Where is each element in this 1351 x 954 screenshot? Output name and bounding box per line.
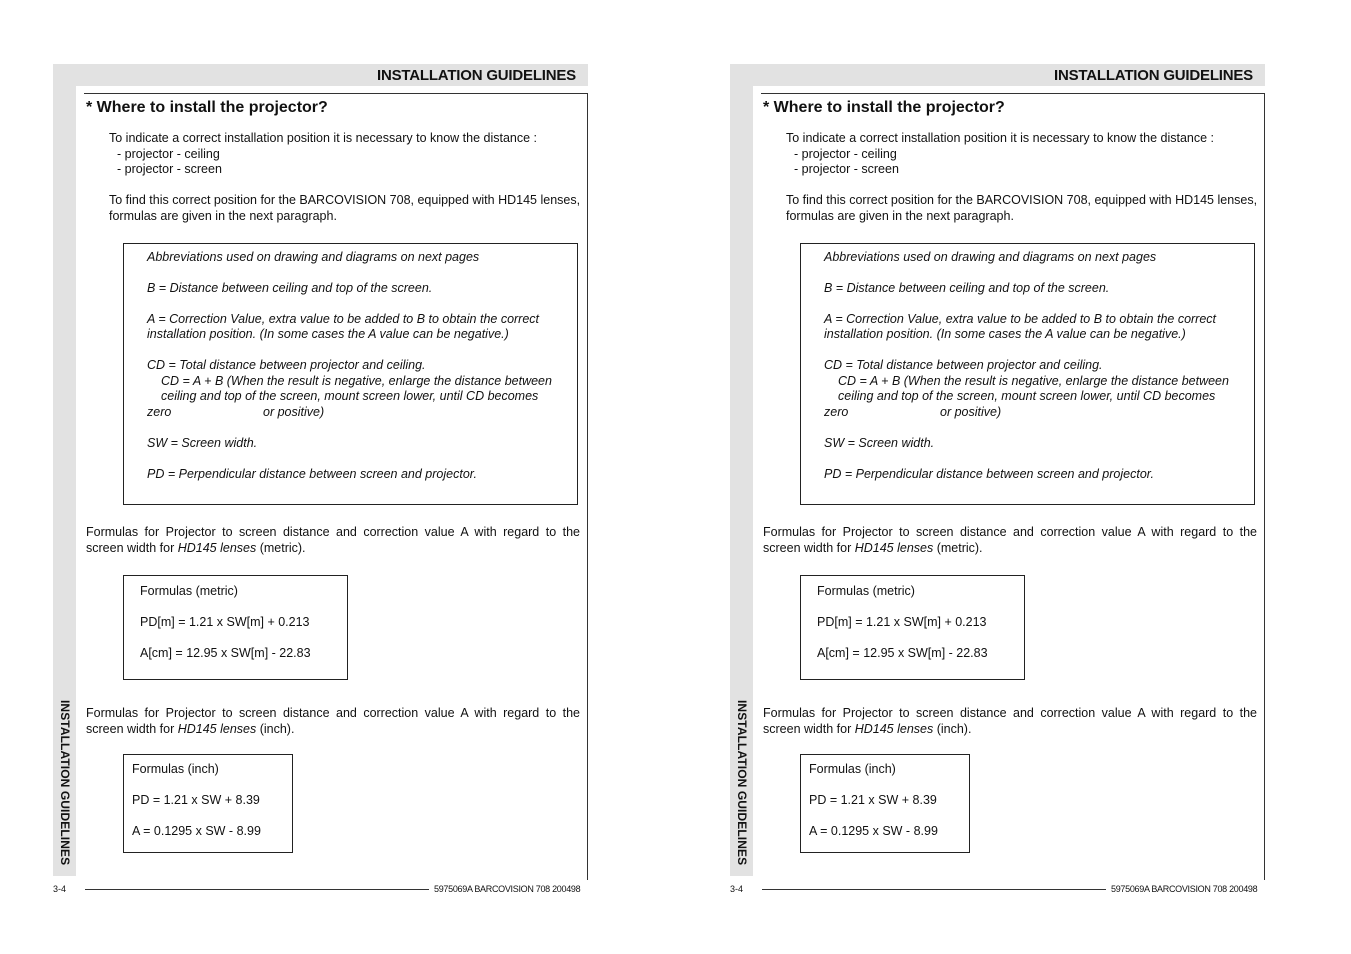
- paragraph: To find this correct position for the BARCOVISION 708, equipped with HD145 lenses, formulas are given in the next paragraph.: [109, 193, 581, 223]
- inch-unit: (inch).: [256, 721, 295, 736]
- header-bar: [76, 64, 588, 86]
- section-title: * Where to install the projector?: [763, 99, 1005, 116]
- metric-lens: HD145 lenses: [854, 540, 934, 555]
- abbreviations-box: [800, 243, 1255, 505]
- page-number: 3-4: [53, 884, 67, 894]
- abbr-cd-cont: ceiling and top of the screen, mount screen lower, until CD becomes: [161, 389, 539, 403]
- abbr-sw: SW = Screen width.: [147, 436, 258, 450]
- footer-rule: [762, 889, 1106, 890]
- right-rule: [587, 93, 588, 880]
- metric-box-title: Formulas (metric): [817, 584, 915, 598]
- header-title: INSTALLATION GUIDELINES: [376, 67, 576, 84]
- abbr-cd-zero: zero: [824, 405, 849, 419]
- metric-unit: (metric).: [256, 540, 306, 555]
- metric-unit: (metric).: [933, 540, 983, 555]
- metric-intro: [86, 525, 580, 556]
- page-right: [729, 0, 1289, 954]
- inch-formula-a: A = 0.1295 x SW - 8.99: [132, 824, 261, 838]
- side-label: INSTALLATION GUIDELINES: [58, 700, 72, 866]
- paragraph: To find this correct position for the BARCOVISION 708, equipped with HD145 lenses, formulas are given in the next paragraph.: [786, 193, 1258, 223]
- intro-item: - projector - ceiling: [794, 146, 897, 161]
- intro: [109, 131, 537, 178]
- header-bar: [753, 64, 1265, 86]
- metric-formula-a: A[cm] = 12.95 x SW[m] - 22.83: [140, 646, 311, 660]
- abbr-cd-zero: zero: [147, 405, 172, 419]
- metric-lens: HD145 lenses: [177, 540, 257, 555]
- metric-formula-box: [123, 575, 348, 680]
- abbr-cd: CD = Total distance between projector and ceiling.: [824, 358, 1103, 372]
- metric-formula-a: A[cm] = 12.95 x SW[m] - 22.83: [817, 646, 988, 660]
- metric-formula-pd: PD[m] = 1.21 x SW[m] + 0.213: [817, 615, 987, 629]
- abbr-cd-cont: ceiling and top of the screen, mount screen lower, until CD becomes: [838, 389, 1216, 403]
- footer-reference: 5975069A BARCOVISION 708 200498: [434, 884, 581, 894]
- abbr-sw: SW = Screen width.: [824, 436, 935, 450]
- intro-line: To indicate a correct installation position it is necessary to know the distance :: [109, 131, 537, 145]
- inch-lens: HD145 lenses: [177, 721, 257, 736]
- abbr-a-cont: installation position. (In some cases the A value can be negative.): [147, 327, 509, 341]
- abbreviations-heading: Abbreviations used on drawing and diagrams on next pages: [824, 250, 1157, 264]
- abbr-cd-positive: or positive): [940, 405, 1002, 419]
- intro-item: - projector - ceiling: [117, 146, 220, 161]
- page-left: [52, 0, 612, 954]
- inch-lens: HD145 lenses: [854, 721, 934, 736]
- inch-intro-text: Formulas for Projector to screen distance and correction value A with regard to the screen width for: [86, 706, 580, 736]
- inch-formula-box: [123, 754, 293, 853]
- inch-formula-a: A = 0.1295 x SW - 8.99: [809, 824, 938, 838]
- abbr-b: B = Distance between ceiling and top of the screen.: [147, 281, 433, 295]
- metric-box-title: Formulas (metric): [140, 584, 238, 598]
- abbr-cd: CD = Total distance between projector and ceiling.: [147, 358, 426, 372]
- side-label: INSTALLATION GUIDELINES: [735, 700, 749, 866]
- abbr-cd-positive: or positive): [263, 405, 325, 419]
- abbr-a: A = Correction Value, extra value to be added to B to obtain the correct: [824, 312, 1217, 326]
- footer-reference: 5975069A BARCOVISION 708 200498: [1111, 884, 1258, 894]
- header-title: INSTALLATION GUIDELINES: [1053, 67, 1253, 84]
- abbreviations-heading: Abbreviations used on drawing and diagrams on next pages: [147, 250, 480, 264]
- abbr-cd-formula: CD = A + B (When the result is negative, enlarge the distance between: [161, 374, 552, 388]
- abbreviations-box: [123, 243, 578, 505]
- abbr-cd-formula: CD = A + B (When the result is negative, enlarge the distance between: [838, 374, 1229, 388]
- footer-rule: [85, 889, 429, 890]
- metric-intro: [763, 525, 1257, 556]
- intro-line: To indicate a correct installation position it is necessary to know the distance :: [786, 131, 1214, 145]
- intro-item: - projector - screen: [117, 162, 222, 176]
- abbr-b: B = Distance between ceiling and top of the screen.: [824, 281, 1110, 295]
- inch-formula-pd: PD = 1.21 x SW + 8.39: [132, 793, 260, 807]
- inch-formula-box: [800, 754, 970, 853]
- section-title: * Where to install the projector?: [86, 99, 328, 116]
- top-rule: [84, 93, 588, 94]
- intro-item: - projector - screen: [794, 162, 899, 176]
- top-rule: [761, 93, 1265, 94]
- inch-intro: [763, 706, 1257, 737]
- abbr-a-cont: installation position. (In some cases the A value can be negative.): [824, 327, 1186, 341]
- inch-intro-text: Formulas for Projector to screen distance and correction value A with regard to the screen width for: [763, 706, 1257, 736]
- inch-box-title: Formulas (inch): [809, 762, 896, 776]
- abbr-a: A = Correction Value, extra value to be added to B to obtain the correct: [147, 312, 540, 326]
- right-rule: [1264, 93, 1265, 880]
- metric-formula-pd: PD[m] = 1.21 x SW[m] + 0.213: [140, 615, 310, 629]
- inch-formula-pd: PD = 1.21 x SW + 8.39: [809, 793, 937, 807]
- intro: [786, 131, 1214, 178]
- abbr-pd: PD = Perpendicular distance between screen and projector.: [824, 467, 1154, 481]
- metric-intro-text: Formulas for Projector to screen distance and correction value A with regard to the screen width for: [763, 525, 1257, 555]
- metric-formula-box: [800, 575, 1025, 680]
- inch-unit: (inch).: [933, 721, 972, 736]
- inch-intro: [86, 706, 580, 737]
- inch-box-title: Formulas (inch): [132, 762, 219, 776]
- page-number: 3-4: [730, 884, 744, 894]
- metric-intro-text: Formulas for Projector to screen distance and correction value A with regard to the screen width for: [86, 525, 580, 555]
- abbr-pd: PD = Perpendicular distance between screen and projector.: [147, 467, 477, 481]
